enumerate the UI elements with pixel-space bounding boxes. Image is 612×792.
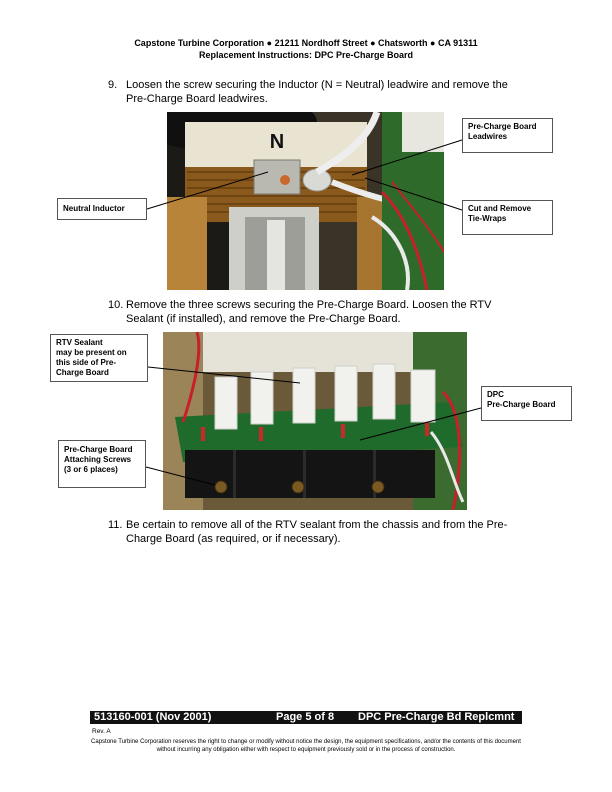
callout-attaching-screws: Pre-Charge Board Attaching Screws (3 or 6 places) [58, 440, 146, 488]
step-9 [108, 78, 528, 106]
footer-disclaimer: Capstone Turbine Corporation reserves the right to change or modify without notice the design, the equipment specifications, and/or the contents of this document without incurring any obligation either with respect to equipment previously sold or in the process of construction. [91, 739, 521, 753]
footer-title: DPC Pre-Charge Bd Replcmnt [358, 711, 515, 723]
inductor-photo [167, 112, 444, 290]
step-text: Remove the three screws securing the Pre-Charge Board. Loosen the RTV Sealant (if installed), and remove the Pre-Charge Board. [126, 299, 492, 325]
precharge-board-illustration [163, 332, 467, 510]
callout-precharge-leadwires: Pre-Charge Board Leadwires [462, 118, 553, 153]
footer-revision: Rev. A [92, 728, 111, 735]
callout-cut-remove-tiewraps: Cut and Remove Tie-Wraps [462, 200, 553, 235]
page-header [0, 38, 612, 61]
footer-page-number: Page 5 of 8 [276, 711, 335, 723]
step-number: 11. [108, 519, 123, 531]
callout-rtv-sealant: RTV Sealant may be present on this side of Pre- Charge Board [50, 334, 148, 382]
inductor-letter: N [269, 131, 285, 153]
inductor-photo-illustration [167, 112, 444, 290]
step-number: 10. [108, 299, 124, 311]
footer-doc-id: 513160-001 (Nov 2001) [94, 711, 212, 723]
callout-neutral-inductor: Neutral Inductor [57, 198, 147, 220]
step-text: Loosen the screw securing the Inductor (N = Neutral) leadwire and remove the Pre-Charge Board leadwires. [126, 79, 508, 105]
header-company-line: Capstone Turbine Corporation ● 21211 Nordhoff Street ● Chatsworth ● CA 91311 [134, 38, 478, 48]
header-doc-title: Replacement Instructions: DPC Pre-Charge Board [198, 49, 414, 60]
callout-dpc-precharge-board: DPC Pre-Charge Board [481, 386, 572, 421]
step-10 [108, 298, 528, 326]
footer-bar [90, 711, 522, 724]
step-11 [108, 518, 528, 546]
step-text: Be certain to remove all of the RTV sealant from the chassis and from the Pre-Charge Board (as required, or if necessary). [126, 519, 508, 545]
step-number: 9. [108, 79, 118, 91]
precharge-board-photo [163, 332, 467, 510]
